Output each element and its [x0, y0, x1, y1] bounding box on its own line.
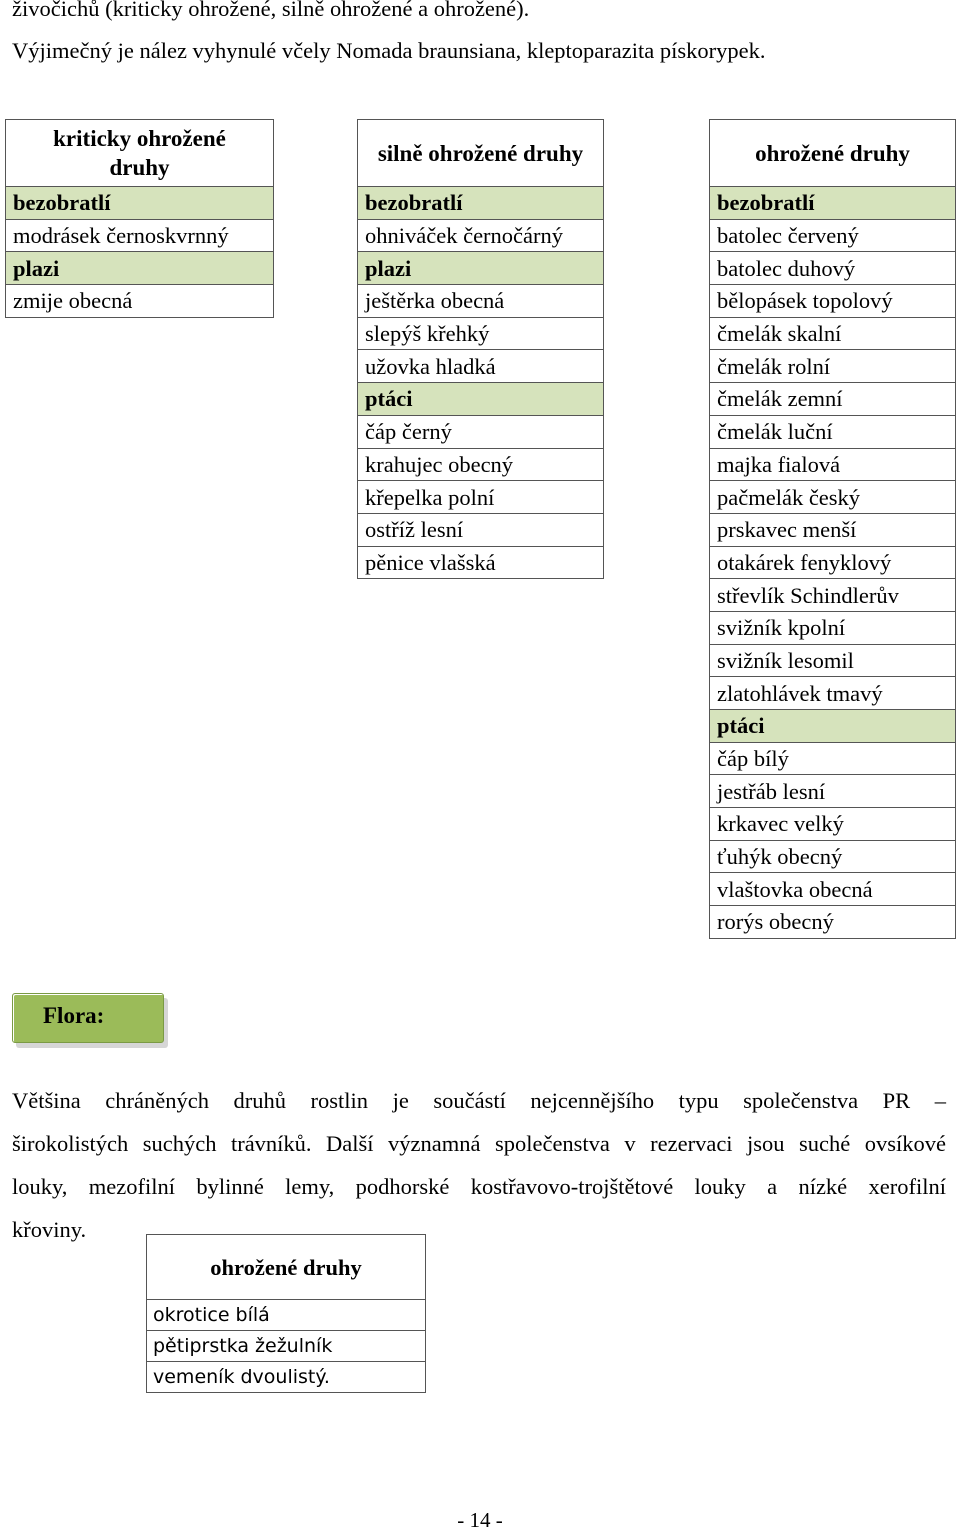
species-cell: svižník lesomil [710, 644, 956, 677]
table-row [358, 448, 604, 481]
table-row [710, 252, 956, 285]
species-cell: batolec červený [710, 219, 956, 252]
species-cell: ostříž lesní [358, 513, 604, 546]
species-cell: slepýš křehký [358, 317, 604, 350]
table-row [710, 775, 956, 808]
species-cell: modrásek černoskvrnný [6, 219, 274, 252]
species-cell: vemeník dvoulistý. [147, 1362, 426, 1393]
species-cell: batolec duhový [710, 252, 956, 285]
table-row [358, 252, 604, 285]
table-row [358, 415, 604, 448]
species-cell: zmije obecná [6, 285, 274, 318]
category-cell: bezobratlí [710, 187, 956, 220]
table-row [710, 742, 956, 775]
strongly-endangered-table [357, 119, 604, 579]
table-row [710, 873, 956, 906]
table-row [358, 481, 604, 514]
table-header: silně ohrožené druhy [358, 120, 604, 187]
flora-heading: Flora: [43, 1003, 105, 1028]
species-cell: ohniváček černočárný [358, 219, 604, 252]
species-cell: krahujec obecný [358, 448, 604, 481]
table-header: ohrožené druhy [147, 1235, 426, 1300]
table-row [710, 285, 956, 318]
table-header [6, 120, 274, 187]
flora-endangered-table [146, 1234, 426, 1393]
table-row [710, 906, 956, 939]
table-row [710, 579, 956, 612]
page-number: - 14 - [457, 1508, 503, 1532]
species-cell: ještěrka obecná [358, 285, 604, 318]
species-cell: krkavec velký [710, 808, 956, 841]
species-cell: jestřáb lesní [710, 775, 956, 808]
category-cell: bezobratlí [6, 187, 274, 220]
table-row [710, 317, 956, 350]
category-cell: plazi [358, 252, 604, 285]
species-cell: vlaštovka obecná [710, 873, 956, 906]
table-row [147, 1300, 426, 1331]
species-cell: pěnice vlašská [358, 546, 604, 579]
species-cell: bělopásek topolový [710, 285, 956, 318]
table-row [358, 219, 604, 252]
species-cell: pětiprstka žežulník [147, 1331, 426, 1362]
species-cell: okrotice bílá [147, 1300, 426, 1331]
table-row [710, 808, 956, 841]
table-row [6, 252, 274, 285]
table-row [358, 187, 604, 220]
table-row [710, 611, 956, 644]
intro-line-1: živočichů (kriticky ohrožené, silně ohrožené a ohrožené). [12, 0, 530, 21]
species-cell: rorýs obecný [710, 906, 956, 939]
intro-line-2: Výjimečný je nález vyhynulé včely Nomada braunsiana, kleptoparazita pískorypek. [12, 38, 766, 63]
critically-endangered-table [5, 119, 274, 318]
species-cell: svižník kpolní [710, 611, 956, 644]
category-cell: ptáci [358, 383, 604, 416]
species-cell: křepelka polní [358, 481, 604, 514]
table-row [358, 350, 604, 383]
species-cell: ťuhýk obecný [710, 840, 956, 873]
species-cell: čmelák luční [710, 415, 956, 448]
table-row [147, 1362, 426, 1393]
header-line: kriticky ohrožené [53, 126, 226, 151]
table-row [710, 448, 956, 481]
table-row [710, 513, 956, 546]
species-cell: otakárek fenyklový [710, 546, 956, 579]
table-row [710, 219, 956, 252]
species-cell: čáp černý [358, 415, 604, 448]
table-header: ohrožené druhy [710, 120, 956, 187]
species-cell: čáp bílý [710, 742, 956, 775]
table-row [358, 285, 604, 318]
category-cell: bezobratlí [358, 187, 604, 220]
table-row [710, 187, 956, 220]
species-cell: čmelák zemní [710, 383, 956, 416]
table-row [710, 383, 956, 416]
table-row [710, 644, 956, 677]
species-cell: majka fialová [710, 448, 956, 481]
table-row [710, 546, 956, 579]
species-cell: užovka hladká [358, 350, 604, 383]
table-row [710, 415, 956, 448]
species-cell: čmelák rolní [710, 350, 956, 383]
flora-heading-box [12, 993, 164, 1043]
species-cell: prskavec menší [710, 513, 956, 546]
table-row [710, 677, 956, 710]
species-cell: střevlík Schindlerův [710, 579, 956, 612]
table-row [710, 710, 956, 743]
table-row [6, 285, 274, 318]
endangered-table [709, 119, 956, 939]
species-cell: čmelák skalní [710, 317, 956, 350]
table-row [147, 1331, 426, 1362]
table-row [6, 187, 274, 220]
table-row [358, 317, 604, 350]
category-cell: plazi [6, 252, 274, 285]
paragraph-line: křoviny. [12, 1217, 87, 1242]
paragraph-line: Většina chráněných druhů rostlin je součástí nejcennějšího typu společenstva PR – [12, 1088, 946, 1113]
table-row [6, 219, 274, 252]
species-cell: zlatohlávek tmavý [710, 677, 956, 710]
paragraph-line: louky, mezofilní bylinné lemy, podhorské kostřavovo-trojštětové louky a nízké xerofilní [12, 1174, 946, 1199]
species-cell: pačmelák český [710, 481, 956, 514]
table-row [710, 481, 956, 514]
table-row [710, 350, 956, 383]
category-cell: ptáci [710, 710, 956, 743]
table-row [358, 383, 604, 416]
table-row [358, 546, 604, 579]
paragraph-line: širokolistých suchých trávníků. Další významná společenstva v rezervaci jsou suché ovsíkové [12, 1131, 946, 1156]
header-line: druhy [109, 155, 170, 180]
table-row [358, 513, 604, 546]
table-row [710, 840, 956, 873]
